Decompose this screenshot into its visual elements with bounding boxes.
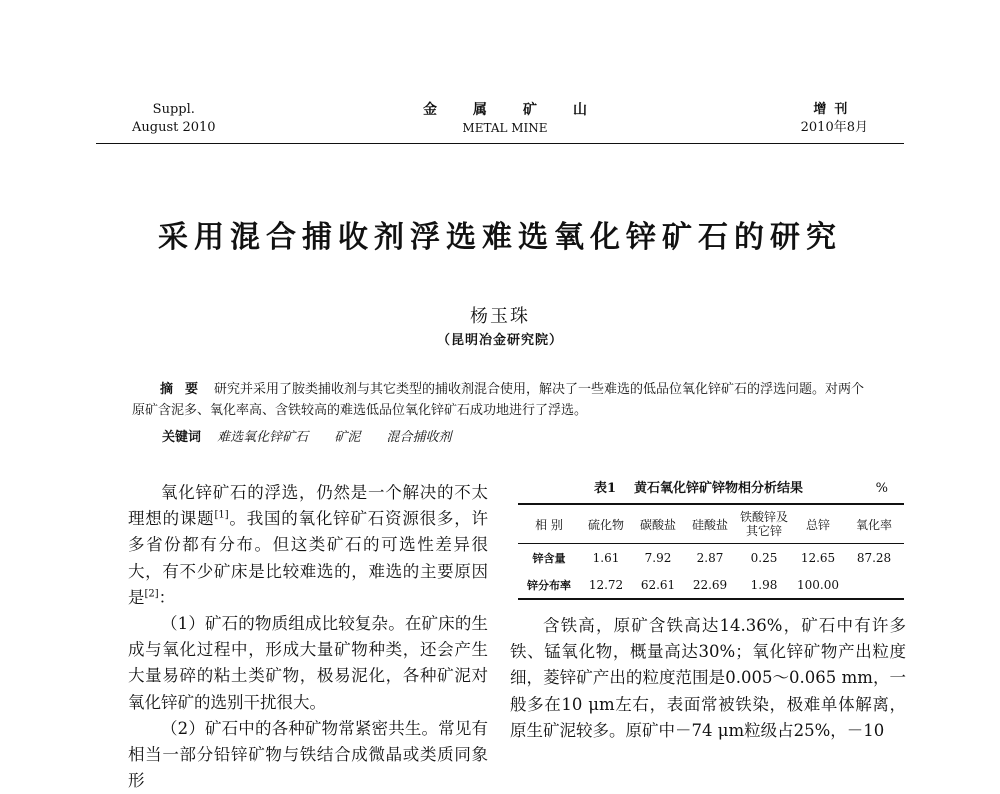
abstract — [132, 379, 872, 421]
author-name: 杨玉珠 — [470, 306, 530, 327]
header-date-en: August 2010 — [132, 120, 216, 135]
table-row — [518, 571, 904, 599]
reference-marker: [1] — [214, 509, 229, 521]
journal-name-en: METAL MINE — [462, 121, 548, 135]
abstract-text: 研究并采用了胺类捕收剂与其它类型的捕收剂混合使用，解决了一些难选的低品位氧化锌矿石的浮选问题。对两个原矿含泥多、氧化率高、含铁较高的难选低品位氧化锌矿石成功地进行了浮选。 — [132, 382, 865, 418]
table-cell: 12.72 — [580, 571, 632, 599]
table-cell: 7.92 — [644, 550, 672, 565]
table-title: 黄石氧化锌矿锌物相分析结果 — [634, 481, 804, 496]
table-row-label: 锌分布率 — [518, 571, 580, 599]
body-paragraph: 含铁高，原矿含铁高达14.36%，矿石中有许多铁、锰氧化物，概量高达30%；氧化锌矿物产出粒度细，菱锌矿产出的粒度范围是0.005～0.065 mm，一般多在10 μm左右，表面常被铁染，极难单体解离，原生矿泥较多。原矿中－74 μm粒级占25%，－10 — [510, 616, 906, 740]
body-right-column — [510, 613, 906, 744]
table-header-cell — [736, 504, 792, 544]
author-affiliation: （昆明冶金研究院） — [436, 333, 563, 348]
table-cell: 62.61 — [632, 571, 684, 599]
table-cell: 1.61 — [592, 550, 620, 565]
table-cell: 2.87 — [696, 550, 724, 565]
table-header-row — [518, 504, 904, 544]
keyword-item: 难选氧化锌矿石 — [217, 430, 309, 445]
header-center — [360, 101, 650, 137]
table-number: 表1 — [594, 481, 617, 496]
journal-name-cn: 金属矿山 — [423, 102, 623, 118]
table-header-cell: 氧化率 — [844, 504, 904, 544]
table-header-cell: 硅酸盐 — [684, 504, 736, 544]
body-left-column — [128, 480, 488, 794]
table-header-cell: 碳酸盐 — [632, 504, 684, 544]
header-left — [132, 101, 216, 137]
table-cell: 22.69 — [684, 571, 736, 599]
table-cell: 0.25 — [750, 550, 778, 565]
table-cell — [844, 571, 904, 599]
table-unit: % — [875, 481, 888, 496]
abstract-label: 摘要 — [160, 382, 211, 397]
body-paragraph: （1）矿石的物质组成比较复杂。在矿床的生成与氧化过程中，形成大量矿物种类，还会产生大量易碎的粘土类矿物，极易泥化，各种矿泥对氧化锌矿的选别干扰很大。 — [128, 614, 488, 712]
table-cell: 12.65 — [800, 550, 836, 565]
table-row-label: 锌含量 — [532, 551, 566, 565]
table-header-cell: 总锌 — [792, 504, 844, 544]
body-text: 氧化锌矿石的浮选，仍然是一个解决的不太理想的课题 — [128, 483, 488, 529]
table-cell: 100.00 — [792, 571, 844, 599]
header-right — [801, 101, 868, 137]
table-row — [518, 544, 904, 572]
header-date-cn: 2010年8月 — [800, 120, 868, 135]
table-cell: 87.28 — [856, 550, 892, 565]
body-paragraph: （2）矿石中的各种矿物常紧密共生。常见有相当一部分铅锌矿物与铁结合成微晶或类质同象形 — [128, 718, 488, 791]
paper-title: 采用混合捕收剂浮选难选氧化锌矿石的研究 — [158, 220, 842, 255]
body-text: ： — [158, 587, 176, 607]
keyword-item: 混合捕收剂 — [386, 430, 452, 445]
phase-analysis-table — [518, 503, 904, 600]
header-supplement-en: Suppl. — [152, 102, 195, 117]
table-header-text: 铁酸锌及其它锌 — [740, 510, 789, 538]
table-header-cell: 相 别 — [518, 504, 580, 544]
header-rule — [96, 143, 904, 144]
header-supplement-cn: 增刊 — [813, 102, 856, 117]
table-cell: 1.98 — [736, 571, 792, 599]
keyword-item: 矿泥 — [334, 430, 361, 445]
keywords — [162, 430, 473, 446]
body-paragraph — [128, 480, 488, 611]
table-header-cell: 硫化物 — [580, 504, 632, 544]
body-text: 。我国的氧化锌矿石资源很多，许多省份都有分布。但这类矿石的可选性差异很大，有不少矿床是比较难选的，难选的主要原因是 — [128, 509, 489, 607]
keywords-label: 关键词 — [162, 430, 202, 445]
reference-marker: [2] — [144, 588, 159, 600]
